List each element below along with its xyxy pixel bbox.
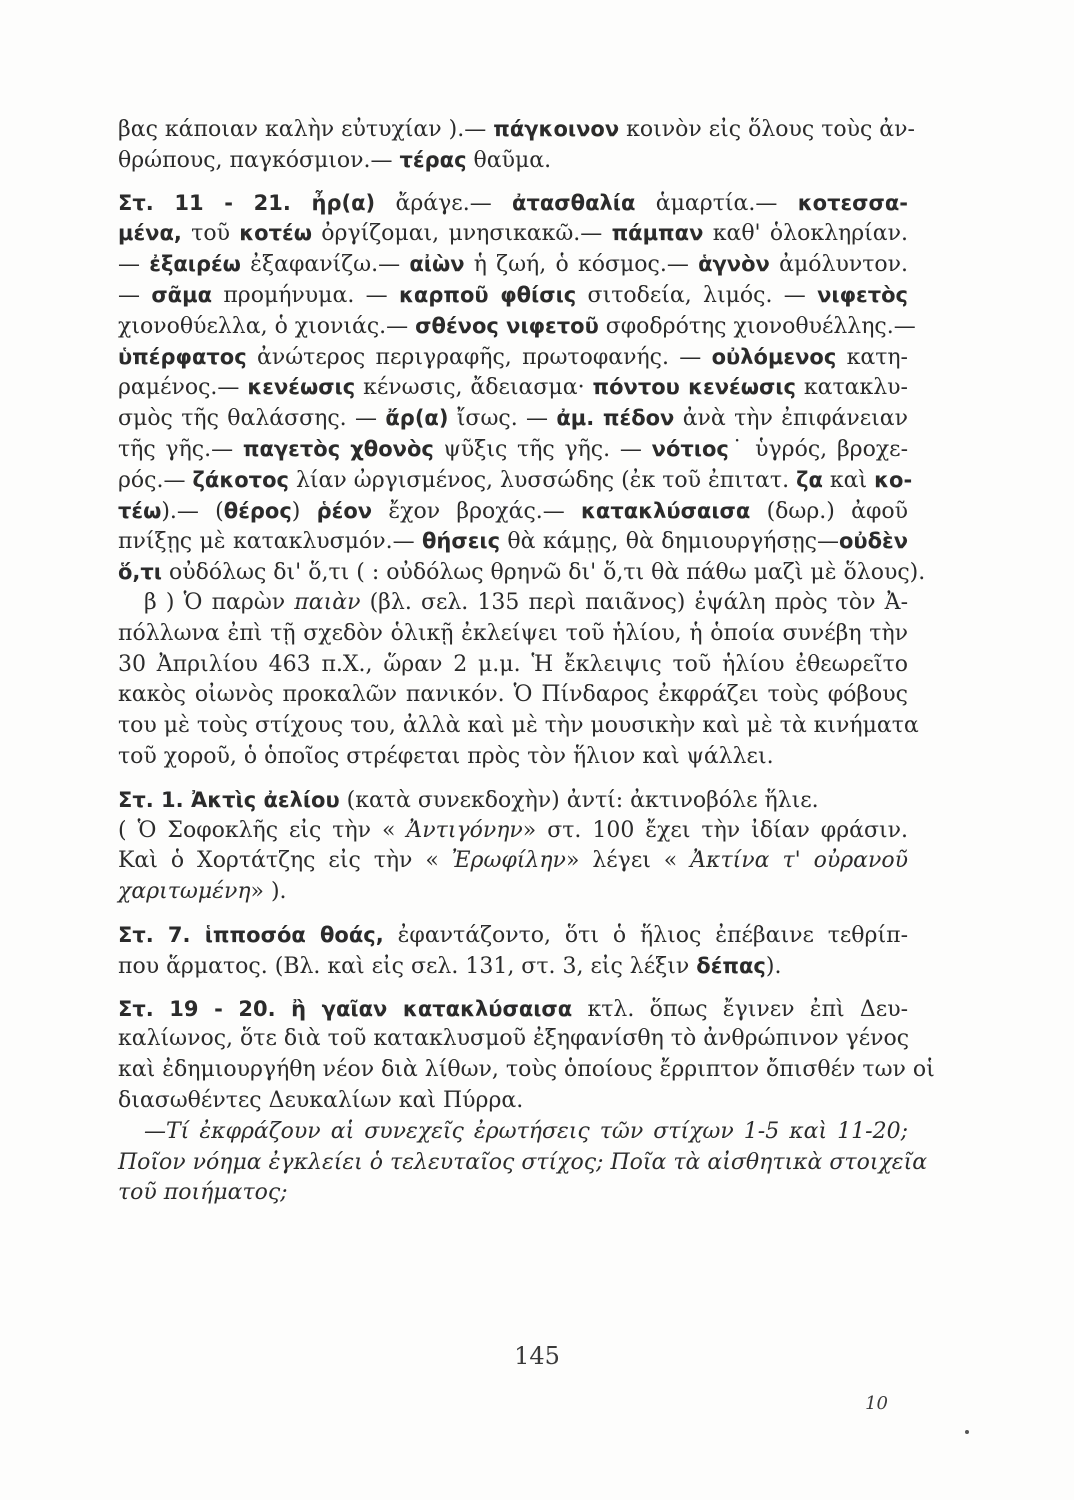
bold-term: Ἀκτὶς ἀελίου [190, 787, 340, 812]
text-segment: καὶ [822, 467, 875, 493]
text-segment: — [118, 252, 150, 278]
bold-term: τέω [118, 498, 162, 523]
text-line [118, 1178, 908, 1209]
bold-term: παγετὸς χθονὸς [242, 436, 434, 461]
italic-text: Ἐρωφίλην [451, 848, 566, 874]
text-segment: σφοδρότης χιονοθυέλλης.— [598, 313, 916, 339]
text-segment: κατακλυ- [795, 375, 908, 401]
text-line [118, 557, 926, 588]
text-segment: (δωρ.) ἀφοῦ [750, 498, 908, 524]
bold-term: αἰὼν [409, 252, 465, 277]
italic-text: τοῦ ποιήματος; [118, 1180, 288, 1206]
text-segment: πόλλωνα ἐπὶ τῇ σχεδὸν ὁλικῇ ἐκλείψει τοῦ ἡλίου, ἡ ὁποία συνέβη τὴν [118, 620, 908, 646]
text-segment: προμήνυμα. — [212, 282, 399, 308]
page-number: 145 [514, 1342, 560, 1370]
text-segment: καὶ ἐδημιουργήθη νέον διὰ λίθων, τοὺς ὁποίους ἔρριπτον ὄπισθέν των οἱ [118, 1057, 935, 1083]
italic-text: Ἀκτίνα τ' οὐρανοῦ [690, 848, 908, 874]
italic-text: παιὰν [294, 589, 361, 615]
bold-term: ὅ,τι [118, 560, 162, 585]
text-segment: κτλ. ὅπως ἔγινεν ἐπὶ Δευ- [572, 996, 909, 1022]
bold-term: ζα [796, 467, 823, 492]
text-segment: » στ. 100 ἔχει τὴν ἰδίαν φράσιν. [522, 817, 908, 843]
text-line [118, 280, 908, 311]
bold-term: καρποῦ φθίσις [398, 282, 577, 307]
text-segment: ἄράγε.— [375, 190, 513, 216]
text-segment: θὰ κάμῃς, θὰ δημιουργήσῃς— [500, 529, 839, 555]
text-segment: ).— ( [161, 498, 224, 524]
bold-term: ἀτασθαλία [512, 190, 636, 215]
text-segment: (βλ. σελ. 135 περὶ παιᾶνος) ἐψάλη πρὸς τὸν Ἀ- [360, 589, 908, 615]
page-body-text [118, 114, 935, 1209]
bold-term: ἦρ(α) [311, 190, 376, 215]
text-segment: ἔχον βροχάς.— [372, 498, 582, 524]
text-segment: διασωθέντες Δευκαλίων καὶ Πύρρα. [118, 1087, 524, 1113]
text-line [118, 680, 908, 711]
text-segment: ) [291, 498, 317, 524]
bold-term: σᾶμα [151, 282, 212, 307]
text-line [118, 311, 916, 342]
text-line [118, 742, 908, 773]
bold-term: κενέωσις [247, 375, 356, 400]
bold-term: Στ. 1. [118, 787, 191, 812]
text-segment: Καὶ ὁ Χορτάτζης εἰς τὴν « [118, 848, 452, 874]
bold-term: πάμπαν [611, 221, 704, 246]
text-line [118, 1148, 928, 1179]
text-segment: ἀνὰ τὴν ἐπιφάνειαν [674, 406, 908, 432]
text-segment: τοῦ [181, 221, 240, 247]
text-line [118, 1024, 908, 1055]
text-line [118, 588, 908, 619]
text-segment: 30 Ἀπριλίου 463 π.Χ., ὥραν 2 μ.μ. Ἡ ἔκλειψις τοῦ ἡλίου ἐθεωρεῖτο [118, 651, 908, 677]
text-segment: ἀνώτερος περιγραφῆς, πρωτοφανής. — [246, 344, 712, 370]
text-line [118, 994, 908, 1025]
text-line [118, 496, 908, 527]
bold-term: θήσεις [421, 529, 501, 554]
bold-term: πόντου κενέωσις [592, 375, 796, 400]
bold-term: ζάκοτος [192, 467, 289, 492]
text-line [118, 434, 908, 465]
text-segment: καλίωνος, ὅτε διὰ τοῦ κατακλυσμοῦ ἐξηφανίσθη τὸ ἀνθρώπινον γένος [118, 1026, 910, 1052]
bold-term: νιφετὸς [817, 282, 909, 307]
text-segment: ( Ὁ Σοφοκλῆς εἰς τὴν « [118, 817, 407, 843]
text-line [118, 816, 908, 847]
text-segment: χιονοθύελλα, ὁ χιονιάς.— [118, 313, 416, 339]
text-segment: τοῦ χοροῦ, ὁ ὁποῖος στρέφεται πρὸς τὸν ἥλιον καὶ ψάλλει. [118, 743, 774, 769]
text-line [118, 1055, 935, 1086]
text-segment: » ). [250, 879, 287, 905]
text-segment: τῆς γῆς.— [118, 436, 243, 462]
text-line [118, 526, 908, 557]
text-segment: ραμένος.— [118, 375, 248, 401]
bold-term: ἐξαιρέω [149, 252, 241, 277]
text-line [118, 951, 908, 982]
bold-term: οὐλόμενος [711, 344, 837, 369]
text-segment: ). [765, 953, 782, 979]
italic-text: —Τί ἐκφράζουν αἱ συνεχεῖς ἐρωτήσεις τῶν στίχων 1-5 καὶ 11-20; [144, 1118, 908, 1144]
bold-term: Στ. 11 - 21. [118, 190, 312, 215]
paragraph-gap [118, 982, 908, 994]
bold-term: θέρος [223, 498, 292, 523]
text-line [118, 218, 908, 249]
text-line [118, 877, 908, 908]
text-line [118, 785, 908, 816]
bold-term: κο- [874, 467, 913, 492]
text-segment: ἴσως. — [448, 406, 557, 432]
paragraph-gap [118, 773, 908, 785]
text-line [118, 342, 908, 373]
bold-term: κοτέω [239, 221, 312, 246]
text-segment: ἐξαφανίζω.— [240, 252, 410, 278]
bold-term: ὑπέρφατος [118, 344, 247, 369]
bold-term: τέρας [399, 147, 467, 172]
text-line [118, 188, 908, 219]
text-segment: ˙ ὑγρός, βροχε- [728, 436, 908, 462]
bold-term: μένα, [118, 221, 182, 246]
bold-term: ἄρ(α) [385, 406, 449, 431]
text-line [118, 846, 908, 877]
text-segment: οὐδόλως δι' ὅ,τι ( : οὐδόλως θρηνῶ δι' ὅ,τι θὰ πάθω μαζὶ μὲ ὅλους). [162, 560, 926, 586]
text-line [118, 920, 908, 951]
paragraph-gap [118, 176, 908, 188]
text-segment: ὀργίζομαι, μνησικακῶ.— [311, 221, 612, 247]
text-segment: βας κάποιαν καλὴν εὐτυχίαν ).— [118, 117, 494, 142]
bold-term: Στ. 19 - 20. [118, 996, 292, 1021]
text-segment: λίαν ὠργισμένος, λυσσώδης (ἐκ τοῦ ἐπιτατ. [288, 467, 797, 493]
bold-term: Στ. 7. [118, 922, 205, 947]
text-segment: (κατὰ συνεκδοχὴν) ἀντί: ἀκτινοβόλε ἥλιε. [339, 787, 819, 813]
text-segment: ἀμόλυντον. [769, 252, 908, 278]
text-segment: καθ' ὁλοκληρίαν. [703, 221, 908, 247]
text-segment: — [118, 282, 152, 308]
italic-text: Ἀντιγόνην [406, 817, 523, 843]
text-segment: κένωσις, ἄδειασμα· [355, 375, 593, 401]
text-segment: » λέγει « [565, 848, 691, 874]
bold-term: ἀμ. πέδον [556, 406, 675, 431]
text-line [118, 1117, 908, 1148]
text-segment: κοινὸν εἰς ὅλους τοὺς ἀν- [619, 117, 915, 142]
italic-text: χαριτωμένη [118, 879, 251, 905]
text-segment: θαῦμα. [466, 147, 552, 173]
italic-text: Ποῖον νόημα ἐγκλείει ὁ τελευταῖος στίχος; Ποῖα τὰ αἰσθητικὰ στοιχεῖα [118, 1149, 928, 1175]
text-line [118, 114, 915, 145]
bold-term: πάγκοινον [493, 117, 620, 141]
text-line [118, 145, 908, 176]
text-line [118, 465, 913, 496]
text-segment: κακὸς οἰωνὸς προκαλῶν πανικόν. Ὁ Πίνδαρος ἐκφράζει τοὺς φόβους [118, 682, 908, 708]
text-segment: β ) Ὁ παρὼν [144, 589, 295, 615]
bold-term: οὐδὲν [838, 529, 908, 554]
text-segment: κατη- [836, 344, 908, 370]
bold-term: ἢ γαῖαν κατακλύσαισα [291, 996, 573, 1021]
text-line [118, 403, 908, 434]
text-segment: σμὸς τῆς θαλάσσης. — [118, 406, 386, 432]
text-line [118, 619, 908, 650]
bold-term: κοτεσσα- [797, 190, 909, 215]
text-line [118, 650, 908, 681]
text-segment: ἁμαρτία.— [635, 190, 798, 216]
text-segment: πνίξῃς μὲ κατακλυσμόν.— [118, 529, 422, 555]
paragraph-gap [118, 908, 908, 920]
text-segment: σιτοδεία, λιμός. — [576, 282, 818, 308]
signature-mark: 10 [865, 1393, 888, 1414]
bold-term: ἁγνὸν [698, 252, 770, 277]
bold-term: νότιος [651, 436, 729, 461]
text-segment: θρώπους, παγκόσμιον.— [118, 147, 400, 173]
text-line [118, 372, 908, 403]
bold-term: σθένος νιφετοῦ [415, 313, 599, 338]
bold-term: κατακλύσαισα [581, 498, 751, 523]
text-segment: ἐφαντάζοντο, ὅτι ὁ ἥλιος ἐπέβαινε τεθρίπ- [383, 922, 909, 948]
bold-term: ἱπποσόα θοάς, [204, 922, 384, 947]
printer-dot [965, 1430, 969, 1434]
text-segment: ψῦξις τῆς γῆς. — [433, 436, 652, 462]
bold-term: δέπας [696, 953, 766, 978]
bold-term: ῥέον [316, 498, 373, 523]
text-segment: του μὲ τοὺς στίχους του, ἀλλὰ καὶ μὲ τὴν μουσικὴν καὶ μὲ τὰ κινήματα [118, 713, 919, 739]
text-line [118, 249, 908, 280]
text-segment: ρός.— [118, 467, 193, 493]
text-line [118, 1086, 908, 1117]
text-segment: ἡ ζωή, ὁ κόσμος.— [464, 252, 699, 278]
text-segment: που ἅρματος. (Βλ. καὶ εἰς σελ. 131, στ. 3, εἰς λέξιν [118, 953, 697, 979]
text-line [118, 711, 919, 742]
